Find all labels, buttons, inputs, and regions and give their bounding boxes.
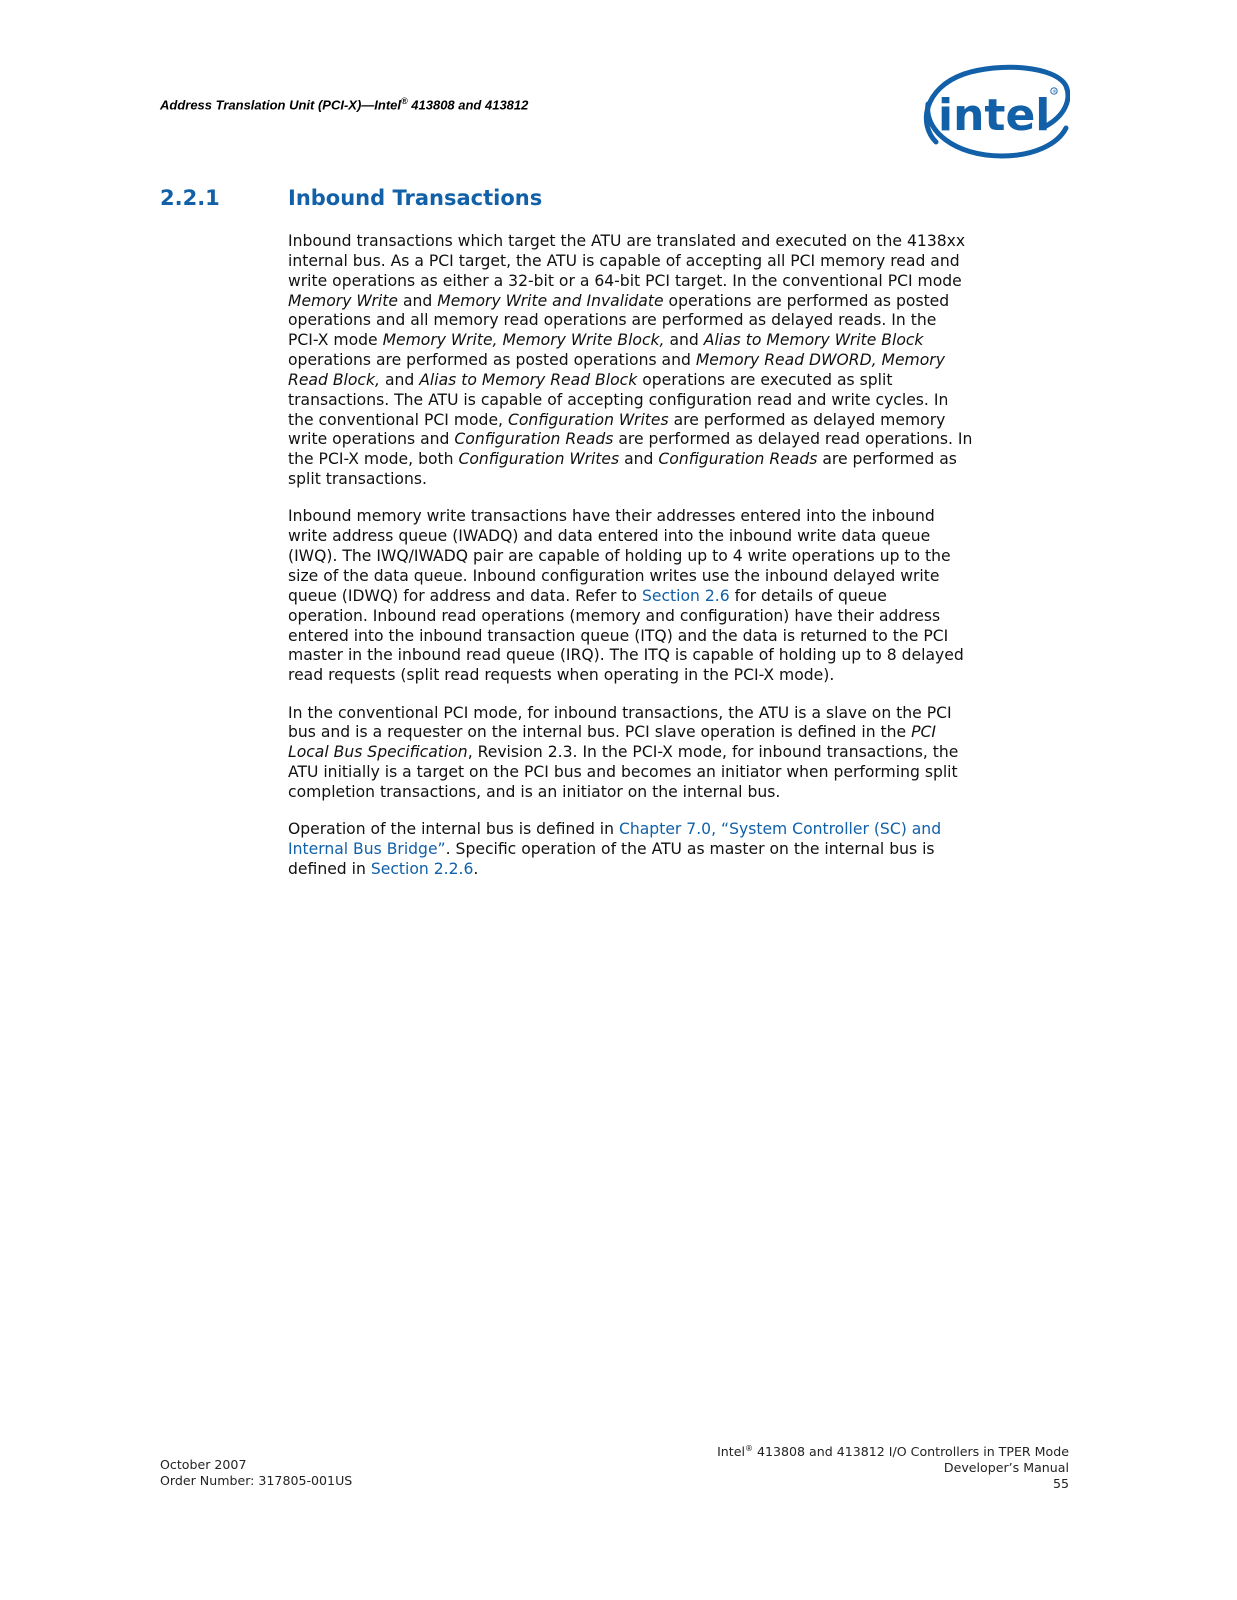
- section-number: 2.2.1: [160, 186, 220, 210]
- text-line: [288, 743, 1078, 763]
- text-run: , Revision 2.3. In the PCI-X mode, for inbound transactions, the: [467, 743, 959, 762]
- body-text: [288, 232, 1078, 897]
- text-line: ATU initially is a target on the PCI bus and becomes an initiator when performing split: [288, 763, 958, 782]
- paragraph-1: [288, 232, 1078, 490]
- text-line: operation. Inbound read operations (memory and configuration) have their address: [288, 606, 941, 625]
- text-run: . Specific operation of the ATU as master on the internal bus is: [445, 840, 935, 859]
- chapter-7-link[interactable]: Chapter 7.0, “System Controller (SC) and: [618, 820, 942, 839]
- section-heading: [160, 186, 542, 210]
- footer-order-number: Order Number: 317805-001US: [160, 1473, 353, 1488]
- intel-logo-text: intel: [938, 90, 1051, 141]
- text-run: Intel: [717, 1444, 745, 1460]
- text-line: write operations as either a 32-bit or a 64-bit PCI target. In the conventional PCI mode: [288, 271, 962, 290]
- text-run: 413808 and 413812 I/O Controllers in TPER Mode: [752, 1444, 1069, 1460]
- text-line: Inbound memory write transactions have their addresses entered into the inbound: [288, 507, 935, 526]
- text-line: completion transactions, and is an initiator on the internal bus.: [288, 782, 781, 801]
- text-run: and: [397, 291, 438, 310]
- text-run: queue (IDWQ) for address and data. Refer to: [288, 586, 642, 605]
- text-run: PCI-X mode: [288, 331, 383, 350]
- italic-term: Read Block,: [288, 370, 380, 389]
- text-line: [288, 331, 1078, 351]
- paragraph-2: [288, 507, 1078, 686]
- registered-mark: ®: [401, 96, 408, 106]
- text-run: operations are executed as split: [637, 370, 893, 389]
- text-run: and: [664, 331, 704, 350]
- text-run: for details of queue: [729, 586, 887, 605]
- text-run: write operations and: [288, 430, 455, 449]
- text-line: [288, 351, 1078, 371]
- text-run: the PCI-X mode, both: [288, 450, 459, 469]
- text-line: size of the data queue. Inbound configuration writes use the inbound delayed write: [288, 567, 940, 585]
- text-line: transactions. The ATU is capable of accepting configuration read and write cycles. In: [288, 390, 949, 409]
- text-line: internal bus. As a PCI target, the ATU is capable of accepting all PCI memory read and: [288, 251, 960, 270]
- italic-term: Configuration Reads: [454, 430, 614, 449]
- footer-left: [160, 1457, 352, 1489]
- text-line: write address queue (IWADQ) and data entered into the inbound write data queue: [288, 527, 931, 546]
- section-2-2-6-link[interactable]: Section 2.2.6: [370, 859, 474, 878]
- footer-page-number: 55: [1052, 1476, 1069, 1492]
- italic-term: Alias to Memory Write Block: [703, 331, 924, 350]
- intel-logo: [918, 64, 1070, 164]
- footer-date: October 2007: [160, 1457, 247, 1472]
- paragraph-3: [288, 704, 1078, 803]
- text-run: .: [473, 859, 479, 878]
- registered-mark: ®: [744, 1444, 753, 1453]
- text-line: [288, 860, 1078, 880]
- italic-term: Alias to Memory Read Block: [419, 370, 638, 389]
- text-run: operations are performed as posted operations and: [288, 351, 696, 370]
- text-line: [288, 587, 1078, 607]
- logo-registered-mark: ®: [1052, 90, 1057, 95]
- text-line: entered into the inbound transaction queue (ITQ) and the data is returned to the PCI: [288, 626, 949, 645]
- text-line: read requests (split read requests when operating in the PCI-X mode).: [288, 666, 835, 685]
- text-run: Operation of the internal bus is defined in: [288, 820, 619, 839]
- text-line: [288, 411, 1078, 431]
- text-run: are performed as delayed read operations. In: [613, 430, 973, 449]
- footer-doc-type: Developer’s Manual: [943, 1460, 1069, 1476]
- text-line: Inbound transactions which target the ATU are translated and executed on the 4138xx: [288, 232, 966, 250]
- paragraph-4: [288, 820, 1078, 880]
- text-run: operations are performed as posted: [663, 291, 950, 310]
- italic-term: Configuration Writes: [507, 410, 669, 429]
- text-run: the conventional PCI mode,: [288, 410, 508, 429]
- text-run: and: [379, 370, 420, 389]
- text-line: [288, 430, 1078, 450]
- text-line: [288, 292, 1078, 312]
- running-title-post: 413808 and 413812: [407, 97, 529, 113]
- italic-term: Memory Read DWORD, Memory: [695, 351, 945, 370]
- italic-term: Configuration Reads: [658, 450, 818, 469]
- footer-right: [717, 1441, 1069, 1492]
- section-title: Inbound Transactions: [288, 186, 543, 210]
- italic-term: Memory Write: [288, 291, 398, 310]
- text-run: are performed as delayed memory: [668, 410, 946, 429]
- text-line: [288, 820, 1078, 840]
- text-run: and: [619, 450, 659, 469]
- running-title-pre: Address Translation Unit (PCI-X)—Intel: [160, 97, 402, 113]
- text-line: split transactions.: [288, 470, 427, 489]
- text-line: In the conventional PCI mode, for inbound transactions, the ATU is a slave on the PCI: [288, 703, 952, 722]
- italic-term: PCI: [911, 723, 936, 742]
- text-line: [288, 840, 1078, 860]
- italic-term: Memory Write, Memory Write Block,: [382, 331, 665, 350]
- text-line: operations and all memory read operations are performed as delayed reads. In the: [288, 311, 937, 330]
- text-line: [288, 450, 1078, 470]
- text-line: (IWQ). The IWQ/IWADQ pair are capable of holding up to 4 write operations up to the: [288, 547, 951, 566]
- running-header: [160, 96, 528, 112]
- italic-term: Memory Write and Invalidate: [437, 291, 664, 310]
- chapter-7-link-cont[interactable]: Internal Bus Bridge”: [288, 840, 446, 859]
- footer-doc-title: [717, 1441, 1069, 1460]
- text-line: [288, 371, 1078, 391]
- text-run: defined in: [288, 859, 371, 878]
- italic-term: Configuration Writes: [458, 450, 620, 469]
- text-run: are performed as: [817, 450, 957, 469]
- text-line: master in the inbound read queue (IRQ). The ITQ is capable of holding up to 8 delayed: [288, 646, 964, 665]
- section-2-6-link[interactable]: Section 2.6: [641, 586, 730, 605]
- text-run: bus and is a requester on the internal bus. PCI slave operation is defined in the: [288, 723, 912, 742]
- italic-term: Local Bus Specification: [288, 743, 468, 762]
- text-line: [288, 723, 1078, 743]
